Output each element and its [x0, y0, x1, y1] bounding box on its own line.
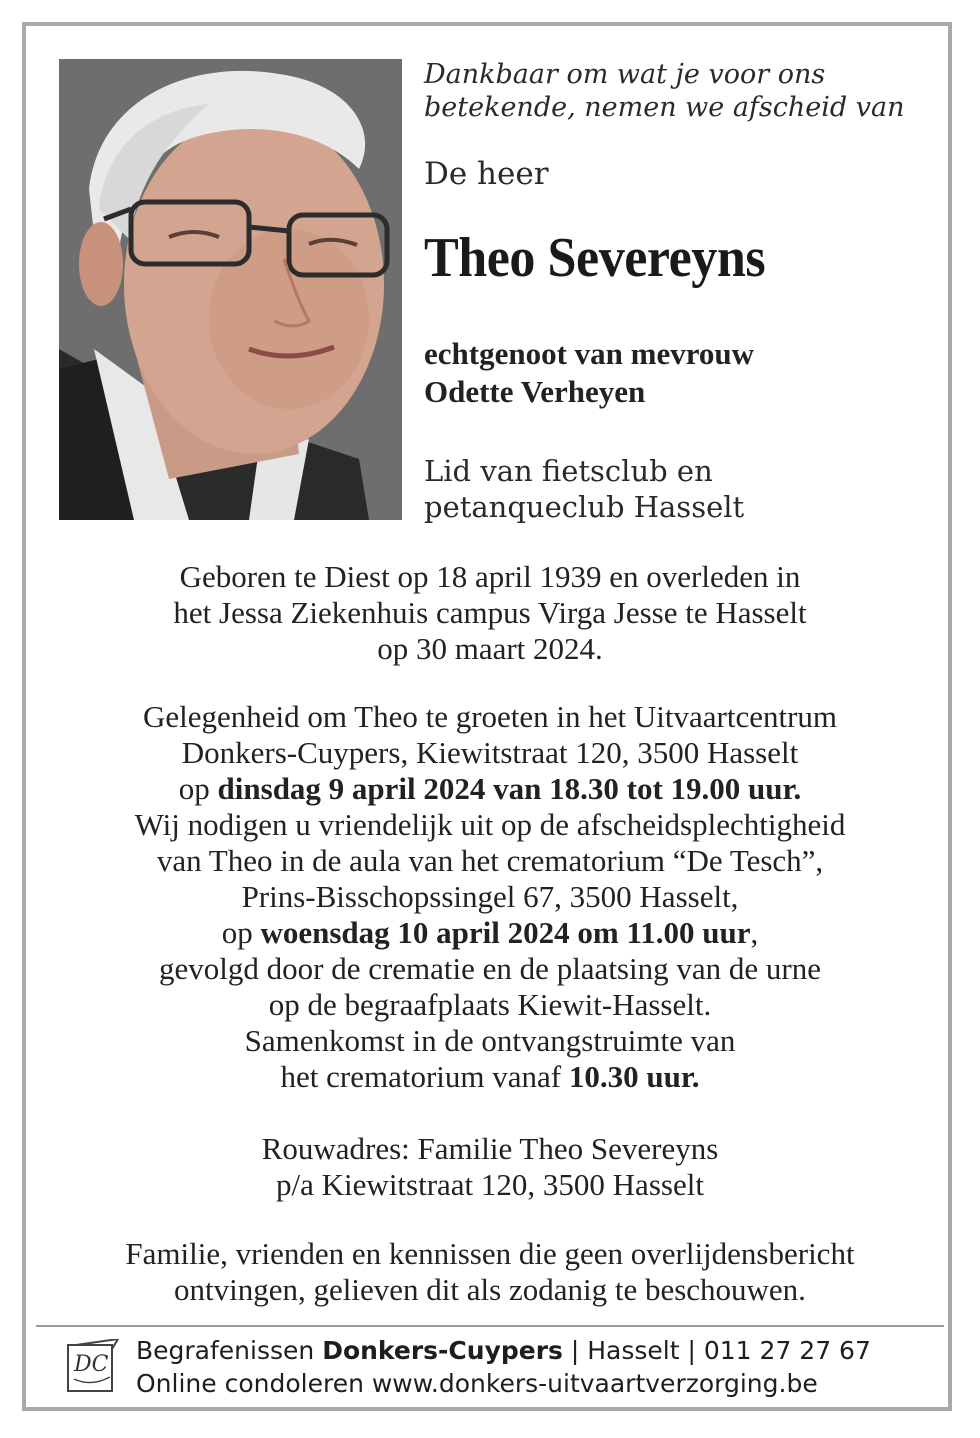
family-notice-line-2: ontvingen, gelieven dit als zodanig te beschouwen. [174, 1272, 806, 1307]
honorific: De heer [424, 156, 549, 192]
ceremony-line-10: Samenkomst in de ontvangstruimte van [244, 1023, 736, 1058]
ceremony-date: woensdag 10 april 2024 om 11.00 uur [260, 915, 751, 950]
clubs-text [424, 453, 744, 525]
mourning-address [40, 1131, 940, 1203]
address-line-1: Rouwadres: Familie Theo Severeyns [261, 1131, 719, 1166]
ceremony-line-4: Wij nodigen u vriendelijk uit op de afscheidsplechtigheid [134, 807, 846, 842]
gathering-time: 10.30 uur. [568, 1059, 700, 1094]
ceremony-line-2: Donkers-Cuypers, Kiewitstraat 120, 3500 Hasselt [181, 735, 799, 770]
footer [136, 1334, 871, 1400]
intro-line-1: Dankbaar om wat je voor ons [424, 59, 826, 90]
birth-line-3: op 30 maart 2024. [377, 631, 603, 666]
ceremony-line-3 [40, 771, 940, 807]
birth-line-1: Geboren te Diest op 18 april 1939 en overleden in [179, 559, 801, 594]
deceased-name: Theo Severeyns [424, 227, 766, 289]
ceremony-line-7-suffix: , [750, 915, 759, 950]
ceremony-line-9: op de begraafplaats Kiewit-Hasselt. [268, 987, 712, 1022]
ceremony-line-6: Prins-Bisschopssingel 67, 3500 Hasselt, [241, 879, 739, 914]
footer-prefix: Begrafenissen [136, 1336, 323, 1365]
footer-divider [36, 1325, 944, 1327]
address-line-2: p/a Kiewitstraat 120, 3500 Hasselt [276, 1167, 704, 1202]
clubs-line-2: petanqueclub Hasselt [424, 490, 745, 524]
spouse-text [424, 335, 754, 411]
intro-text [424, 58, 944, 124]
footer-line-1 [136, 1334, 871, 1367]
footer-line-2[interactable]: Online condoleren www.donkers-uitvaartverzorging.be [136, 1369, 818, 1398]
family-notice-line-1: Familie, vrienden en kennissen die geen overlijdensbericht [125, 1236, 855, 1271]
family-notice [40, 1236, 940, 1308]
ceremony-line-7 [40, 915, 940, 951]
ceremony-line-11 [40, 1059, 940, 1095]
birth-death-paragraph [40, 559, 940, 667]
visitation-date: dinsdag 9 april 2024 van 18.30 tot 19.00 uur. [217, 771, 802, 806]
spouse-line-2: Odette Verheyen [424, 374, 646, 409]
portrait-photo [59, 59, 402, 520]
footer-company: Donkers-Cuypers [322, 1336, 563, 1365]
clubs-line-1: Lid van fietsclub en [424, 454, 713, 488]
ceremony-line-11-prefix: het crematorium vanaf [280, 1059, 569, 1094]
ceremony-line-1: Gelegenheid om Theo te groeten in het Uitvaartcentrum [142, 699, 838, 734]
funeral-home-logo [66, 1339, 120, 1395]
spouse-line-1: echtgenoot van mevrouw [424, 336, 755, 371]
ceremony-line-3-prefix: op [178, 771, 218, 806]
ceremony-line-8: gevolgd door de crematie en de plaatsing van de urne [159, 951, 821, 986]
ceremony-line-7-prefix: op [221, 915, 261, 950]
ceremony-paragraph [40, 699, 940, 1095]
logo-letters: DC [74, 1352, 109, 1377]
birth-line-2: het Jessa Ziekenhuis campus Virga Jesse te Hasselt [173, 595, 807, 630]
intro-line-2: betekende, nemen we afscheid van [424, 92, 905, 123]
ceremony-line-5: van Theo in de aula van het crematorium “De Tesch”, [156, 843, 824, 878]
footer-contact: | Hasselt | 011 27 27 67 [562, 1336, 871, 1365]
